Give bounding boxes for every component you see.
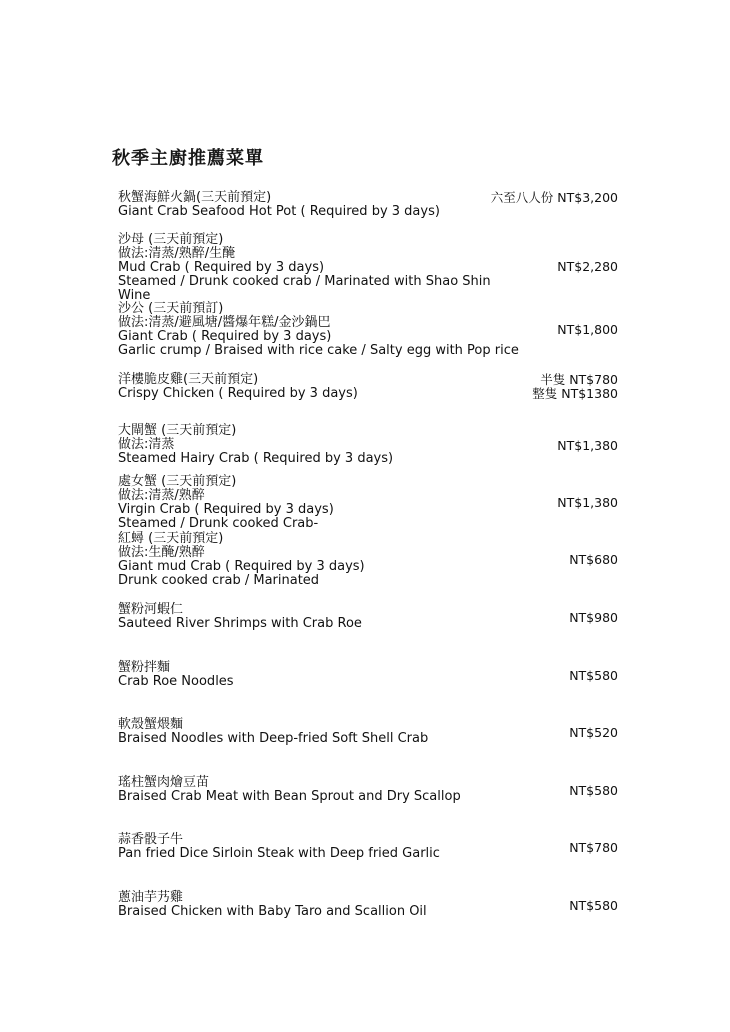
item-name-en: Crab Roe Noodles	[118, 674, 234, 689]
item-description: Steamed / Drunk cooked crab / Marinated with Shao Shin	[118, 274, 491, 289]
item-name-en: Braised Noodles with Deep-fried Soft Shell Crab	[118, 731, 429, 746]
item-name-zh: 洋樓脆皮雞(三天前預定)	[118, 372, 259, 387]
item-name-zh: 沙公 (三天前預訂)	[118, 301, 224, 316]
item-name-zh: 大閘蟹 (三天前預定)	[118, 423, 237, 438]
item-name-zh: 秋蟹海鮮火鍋(三天前預定)	[118, 190, 272, 205]
item-name-zh: 軟殼蟹煨麵	[118, 717, 184, 732]
item-price-half: 半隻 NT$780	[540, 372, 618, 387]
item-name-zh: 紅蟳 (三天前預定)	[118, 531, 224, 546]
item-price: NT$580	[569, 783, 618, 798]
item-price: NT$1,380	[557, 438, 618, 453]
menu-item-river-shrimps	[118, 603, 618, 631]
item-price-whole: 整隻 NT$1380	[532, 386, 618, 401]
item-name-zh: 沙母 (三天前預定)	[118, 232, 224, 247]
menu-item-bean-sprout	[118, 776, 618, 804]
item-method: 做法:清蒸/熟醉/生醃	[118, 246, 236, 261]
menu-item-giant-mud-crab	[118, 532, 618, 588]
item-price: NT$580	[569, 668, 618, 683]
item-description-cont: Wine	[118, 288, 151, 303]
item-price: NT$780	[569, 840, 618, 855]
item-name-zh: 蔥油芋艿雞	[118, 890, 184, 905]
menu-item-taro-chicken	[118, 891, 618, 919]
menu-item-crab-roe-noodles	[118, 661, 618, 689]
item-price: NT$980	[569, 610, 618, 625]
item-name-zh: 蟹粉拌麵	[118, 660, 171, 675]
menu-item-mud-crab	[118, 233, 618, 303]
item-name-en: Virgin Crab ( Required by 3 days)	[118, 502, 334, 517]
item-price: NT$1,800	[557, 322, 618, 337]
item-name-en: Mud Crab ( Required by 3 days)	[118, 260, 325, 275]
menu-item-hairy-crab	[118, 424, 618, 466]
item-name-en: Giant Crab ( Required by 3 days)	[118, 329, 332, 344]
item-price: NT$580	[569, 898, 618, 913]
menu-item-soft-shell-crab	[118, 718, 618, 746]
item-price: NT$520	[569, 725, 618, 740]
menu-item-giant-crab	[118, 302, 618, 358]
item-description: Garlic crump / Braised with rice cake / Salty egg with Pop rice	[118, 343, 519, 358]
menu-item-virgin-crab	[118, 475, 618, 531]
item-method: 做法:清蒸/熟醉	[118, 488, 205, 503]
item-description: Steamed / Drunk cooked Crab-	[118, 516, 319, 531]
item-name-en: Giant mud Crab ( Required by 3 days)	[118, 559, 365, 574]
item-name-en: Sauteed River Shrimps with Crab Roe	[118, 616, 362, 631]
item-method: 做法:清蒸/避風塘/醬爆年糕/金沙鍋巴	[118, 315, 331, 330]
item-name-zh: 蟹粉河蝦仁	[118, 602, 184, 617]
item-name-en: Pan fried Dice Sirloin Steak with Deep fried Garlic	[118, 846, 440, 861]
menu-item-sirloin-steak	[118, 833, 618, 861]
item-name-en: Steamed Hairy Crab ( Required by 3 days)	[118, 451, 394, 466]
menu-item-crispy-chicken	[118, 373, 618, 401]
menu-item-crab-hotpot	[118, 191, 618, 219]
item-price: 六至八人份 NT$3,200	[490, 190, 618, 205]
item-name-zh: 蒜香骰子牛	[118, 832, 184, 847]
menu-title: 秋季主廚推薦菜單	[112, 148, 264, 169]
item-name-zh: 處女蟹 (三天前預定)	[118, 474, 237, 489]
item-name-en: Braised Crab Meat with Bean Sprout and Dry Scallop	[118, 789, 461, 804]
item-name-en: Giant Crab Seafood Hot Pot ( Required by 3 days)	[118, 204, 440, 219]
item-name-zh: 瑤柱蟹肉燴豆苗	[118, 775, 210, 790]
item-method: 做法:生醃/熟醉	[118, 545, 205, 560]
item-price: NT$1,380	[557, 495, 618, 510]
item-description: Drunk cooked crab / Marinated	[118, 573, 320, 588]
item-name-en: Crispy Chicken ( Required by 3 days)	[118, 386, 358, 401]
item-name-en: Braised Chicken with Baby Taro and Scallion Oil	[118, 904, 427, 919]
item-method: 做法:清蒸	[118, 437, 175, 452]
item-price: NT$2,280	[557, 259, 618, 274]
item-price: NT$680	[569, 552, 618, 567]
